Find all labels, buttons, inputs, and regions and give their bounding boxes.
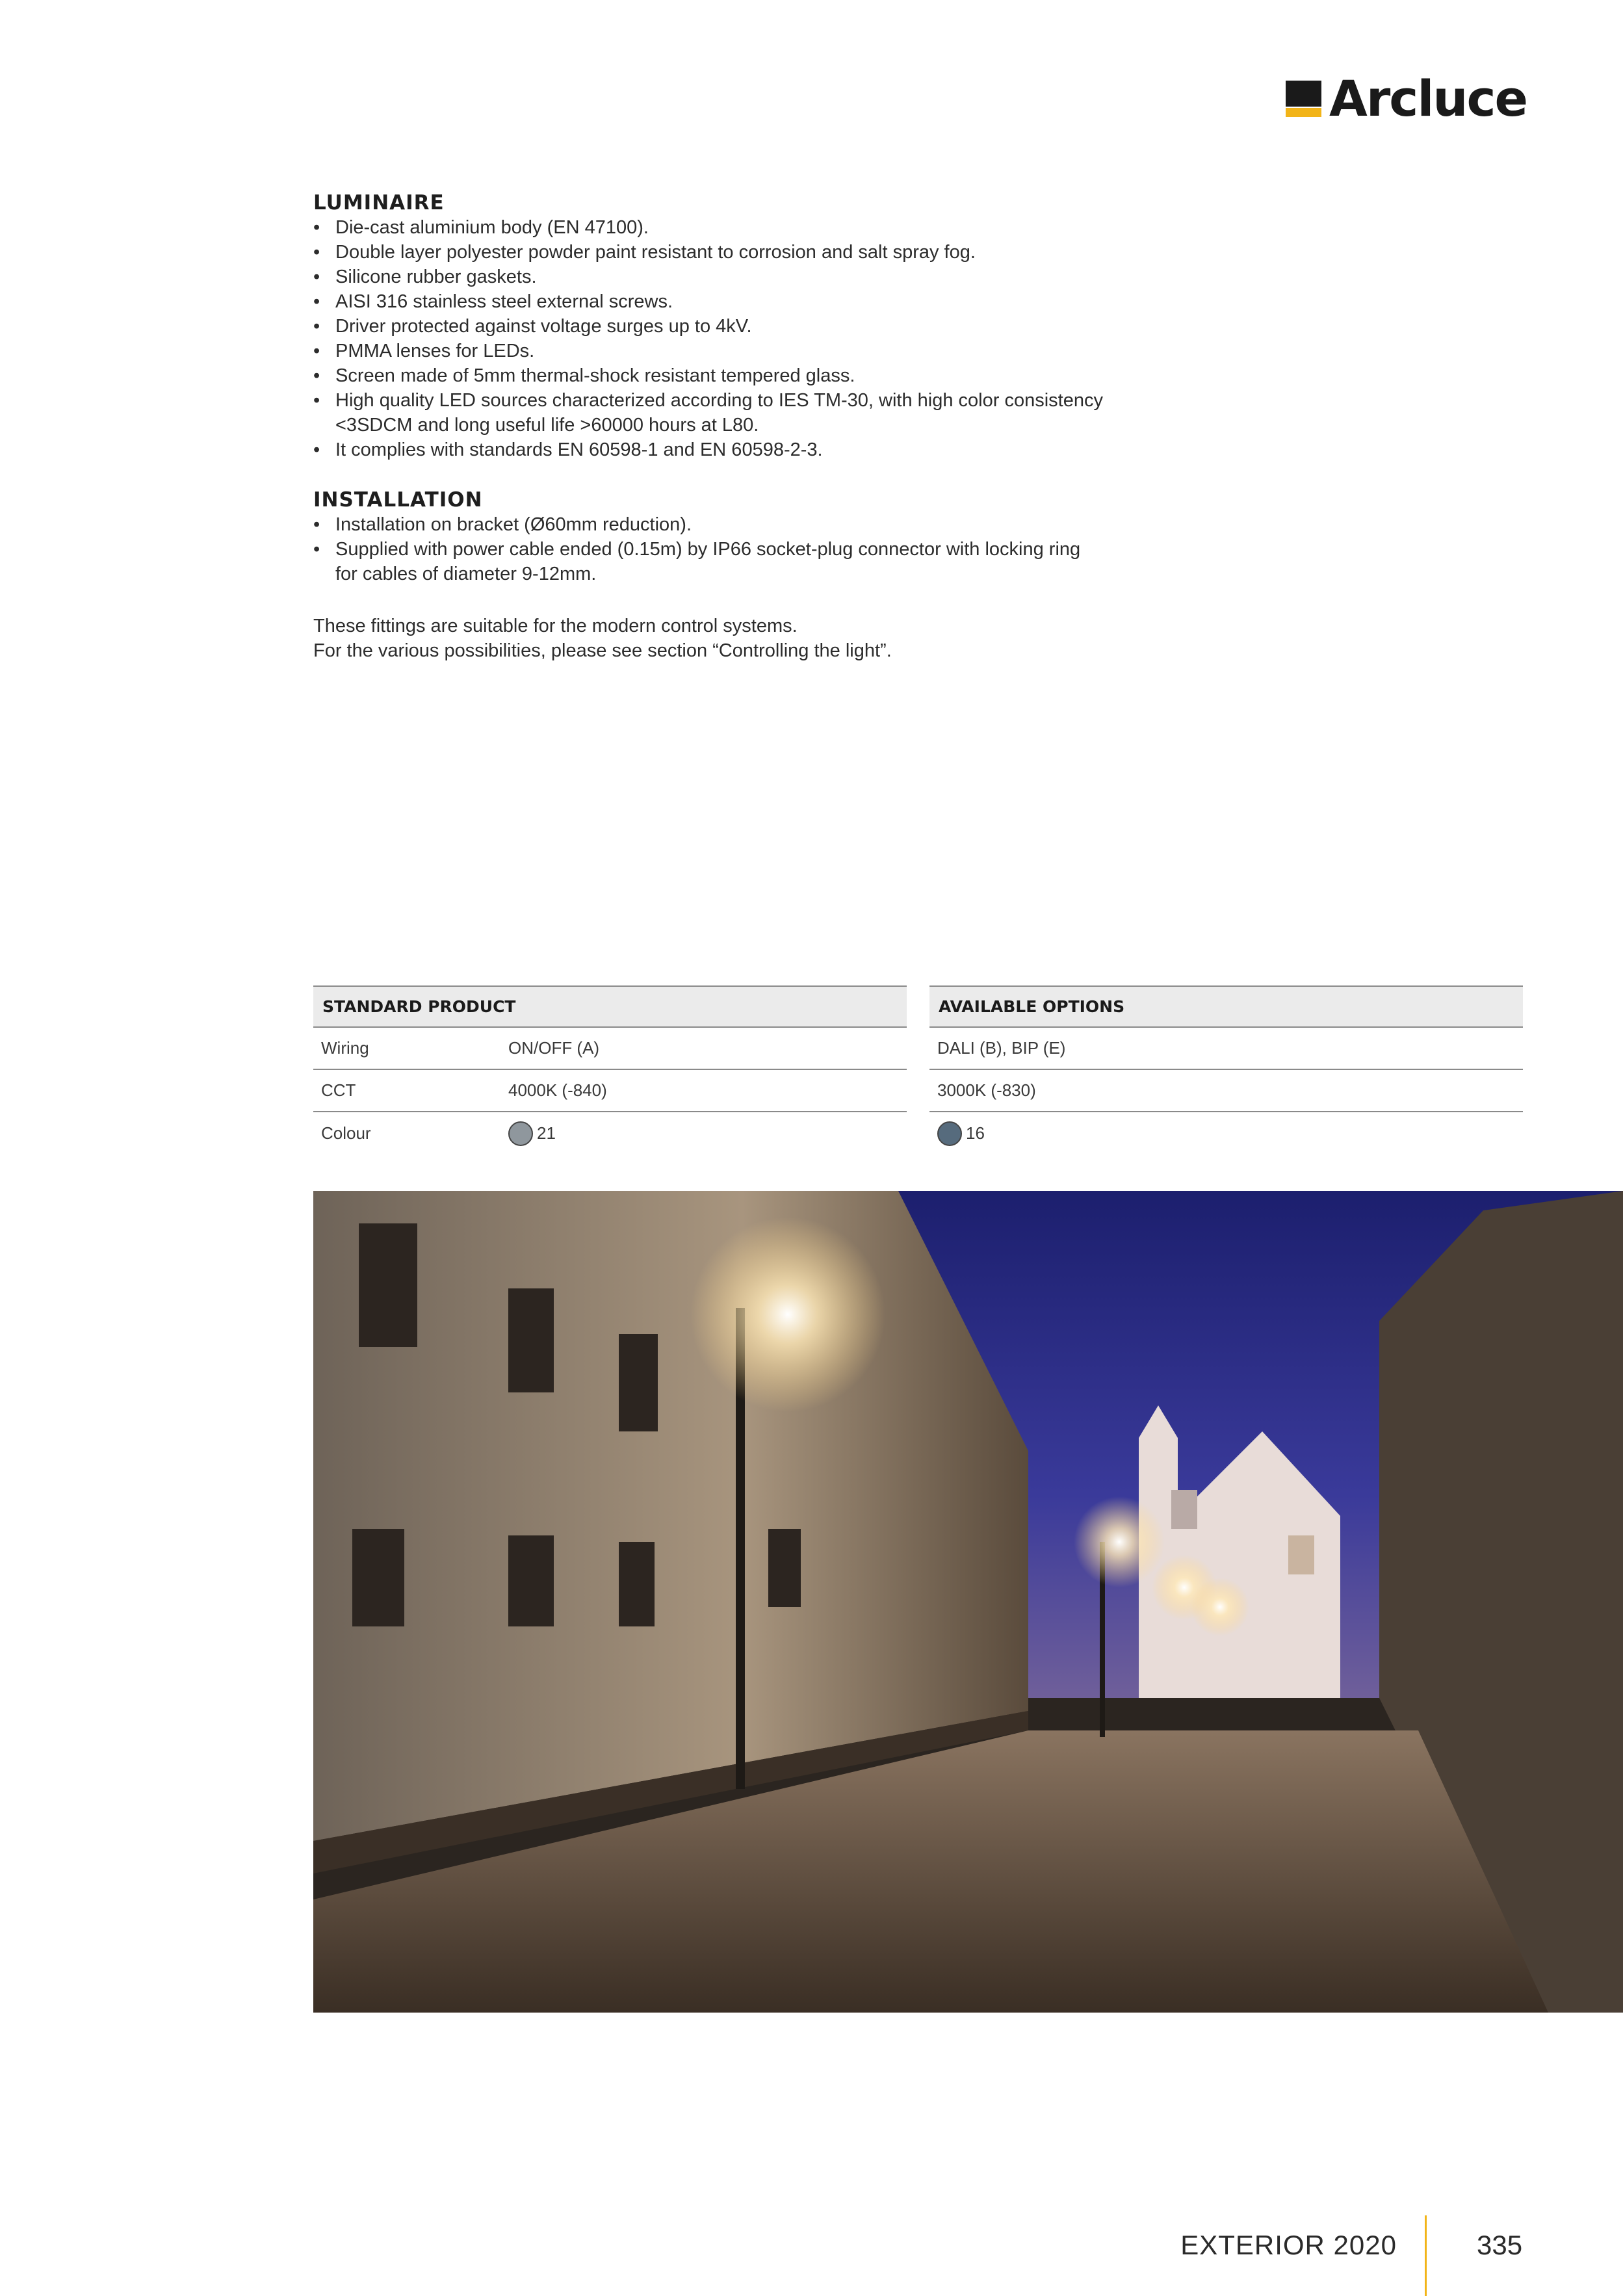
standard-product-table [313,985,907,1155]
list-item: • Screen made of 5mm thermal-shock resistant tempered glass. [313,363,1158,388]
list-item: • PMMA lenses for LEDs. [313,339,1158,363]
list-item: • Double layer polyester powder paint resistant to corrosion and salt spray fog. [313,240,1158,265]
footer-divider [1425,2215,1427,2296]
list-item: • Silicone rubber gaskets. [313,265,1158,289]
note-line: For the various possibilities, please see section “Controlling the light”. [313,640,892,661]
luminaire-section [313,190,1158,462]
table-row [929,1112,1523,1155]
list-item: • AISI 316 stainless steel external screws. [313,289,1158,314]
colour-code: 21 [537,1123,556,1143]
table-row [313,1112,907,1155]
note-line: These fittings are suitable for the modern control systems. [313,616,798,636]
row-value: DALI (B), BIP (E) [937,1038,1066,1058]
row-value: ON/OFF (A) [508,1038,600,1058]
luminaire-heading: LUMINAIRE [313,191,445,215]
installation-section [313,488,1158,586]
row-label: Wiring [321,1038,369,1058]
row-label: Colour [321,1123,371,1143]
colour-code: 16 [966,1123,985,1143]
list-item: • High quality LED sources characterized according to IES TM-30, with high color consistency <3SDCM and long useful life >60000 hours at L80. [313,388,1106,437]
street-scene-image [313,1191,1623,2013]
table-row [929,1070,1523,1112]
brand-logo [1286,70,1527,127]
row-value [508,1121,556,1146]
section-title: EXTERIOR 2020 [1180,2230,1397,2260]
page-number: 335 [1477,2230,1523,2260]
table-row [313,1028,907,1070]
list-item: • Driver protected against voltage surges up to 4kV. [313,314,1158,339]
table-row [929,1028,1523,1070]
luminaire-list [313,215,1158,462]
brand-name: Arcluce [1329,70,1527,127]
table-row [313,1070,907,1112]
row-value [929,1121,985,1146]
table-header: AVAILABLE OPTIONS [929,985,1523,1028]
row-value: 4000K (-840) [508,1080,607,1100]
installation-list [313,512,1158,586]
colour-swatch-icon [937,1121,962,1146]
night-street-photo [313,1191,1623,2013]
list-item: • Die-cast aluminium body (EN 47100). [313,215,1158,240]
available-options-table [929,985,1523,1155]
row-label: CCT [321,1080,356,1100]
list-item: • Supplied with power cable ended (0.15m) by IP66 socket-plug connector with locking ring for cables of diameter 9-12mm. [313,537,1106,586]
control-note [313,614,1158,663]
list-item: • Installation on bracket (Ø60mm reduction). [313,512,1158,537]
logo-mark-icon [1286,81,1321,117]
row-value: 3000K (-830) [937,1080,1036,1100]
table-header: STANDARD PRODUCT [313,985,907,1028]
list-item: • It complies with standards EN 60598-1 and EN 60598-2-3. [313,437,1158,462]
colour-swatch-icon [508,1121,533,1146]
installation-heading: INSTALLATION [313,488,483,512]
